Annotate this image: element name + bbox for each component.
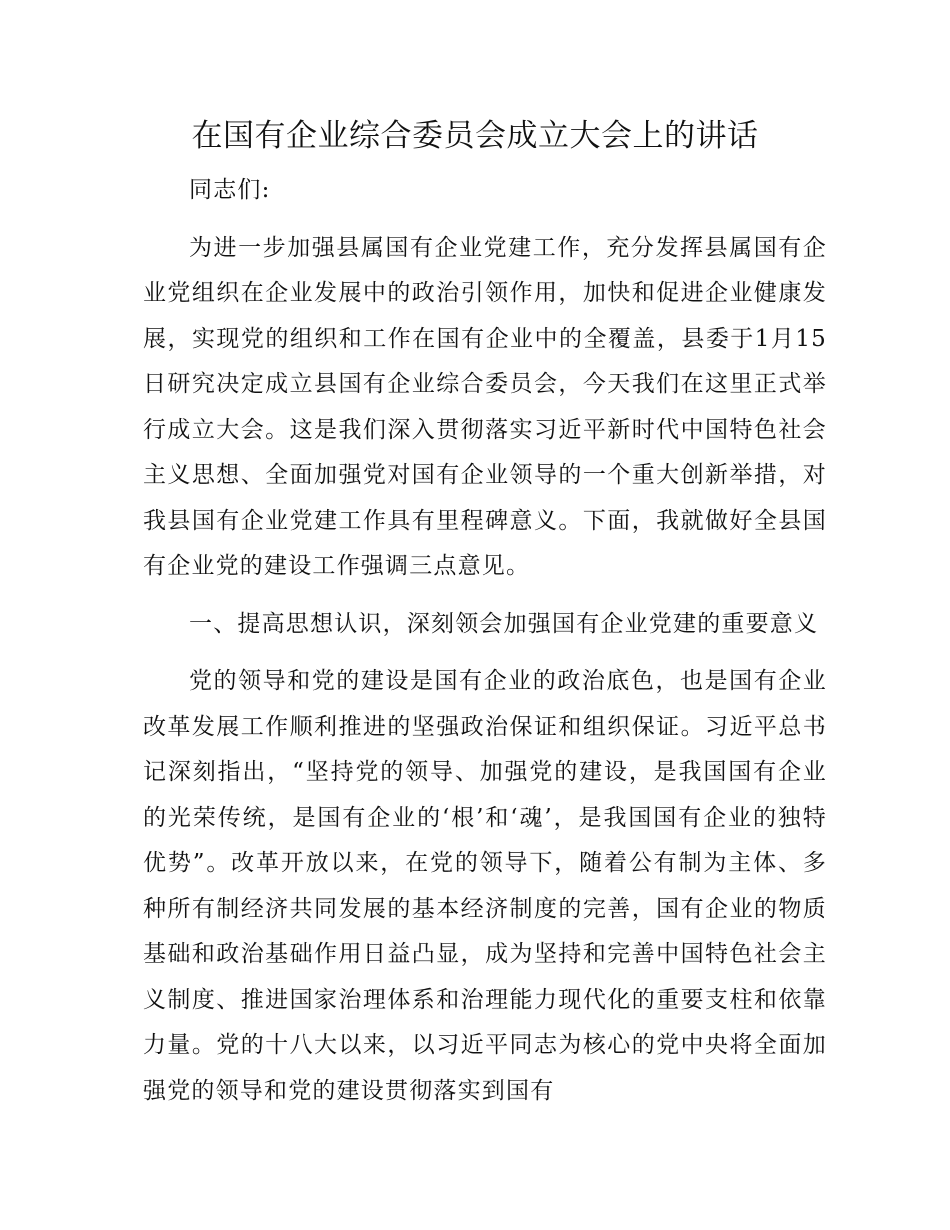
document-title: 在国有企业综合委员会成立大会上的讲话 [191, 118, 759, 154]
paragraph-intro: 为进一步加强县属国有企业党建工作，充分发挥县属国有企业党组织在企业发展中的政治引领作用，加快和促进企业健康发展，实现党的组织和工作在国有企业中的全覆盖，县委于1月15日研究决定成立县国有企业综合委员会，今天我们在这里正式举行成立大会。这是我们深入贯彻落实习近平新时代中国特色社会主义思想、全面加强党对国有企业领导的一个重大创新举措，对我县国有企业党建工作具有里程碑意义。下面，我就做好全县国有企业党的建设工作强调三点意见。 [143, 234, 827, 579]
section-heading-1: 一、提高思想认识，深刻领会加强国有企业党建的重要意义 [189, 610, 819, 637]
document-body [143, 168, 827, 1126]
salutation: 同志们: [189, 177, 271, 203]
paragraph-party-leadership: 党的领导和党的建设是国有企业的政治底色，也是国有企业改革发展工作顺利推进的坚强政治保证和组织保证。习近平总书记深刻指出，“坚持党的领导、加强党的建设，是我国国有企业的光荣传统，是国有企业的‘根’和‘魂’，是我国国有企业的独特优势”。改革开放以来，在党的领导下，随着公有制为主体、多种所有制经济共同发展的基本经济制度的完善，国有企业的物质基础和政治基础作用日益凸显，成为坚持和完善中国特色社会主义制度、推进国家治理体系和治理能力现代化的重要支柱和依靠力量。党的十八大以来，以习近平同志为核心的党中央将全面加强党的领导和党的建设贯彻落实到国有 [143, 668, 827, 1104]
